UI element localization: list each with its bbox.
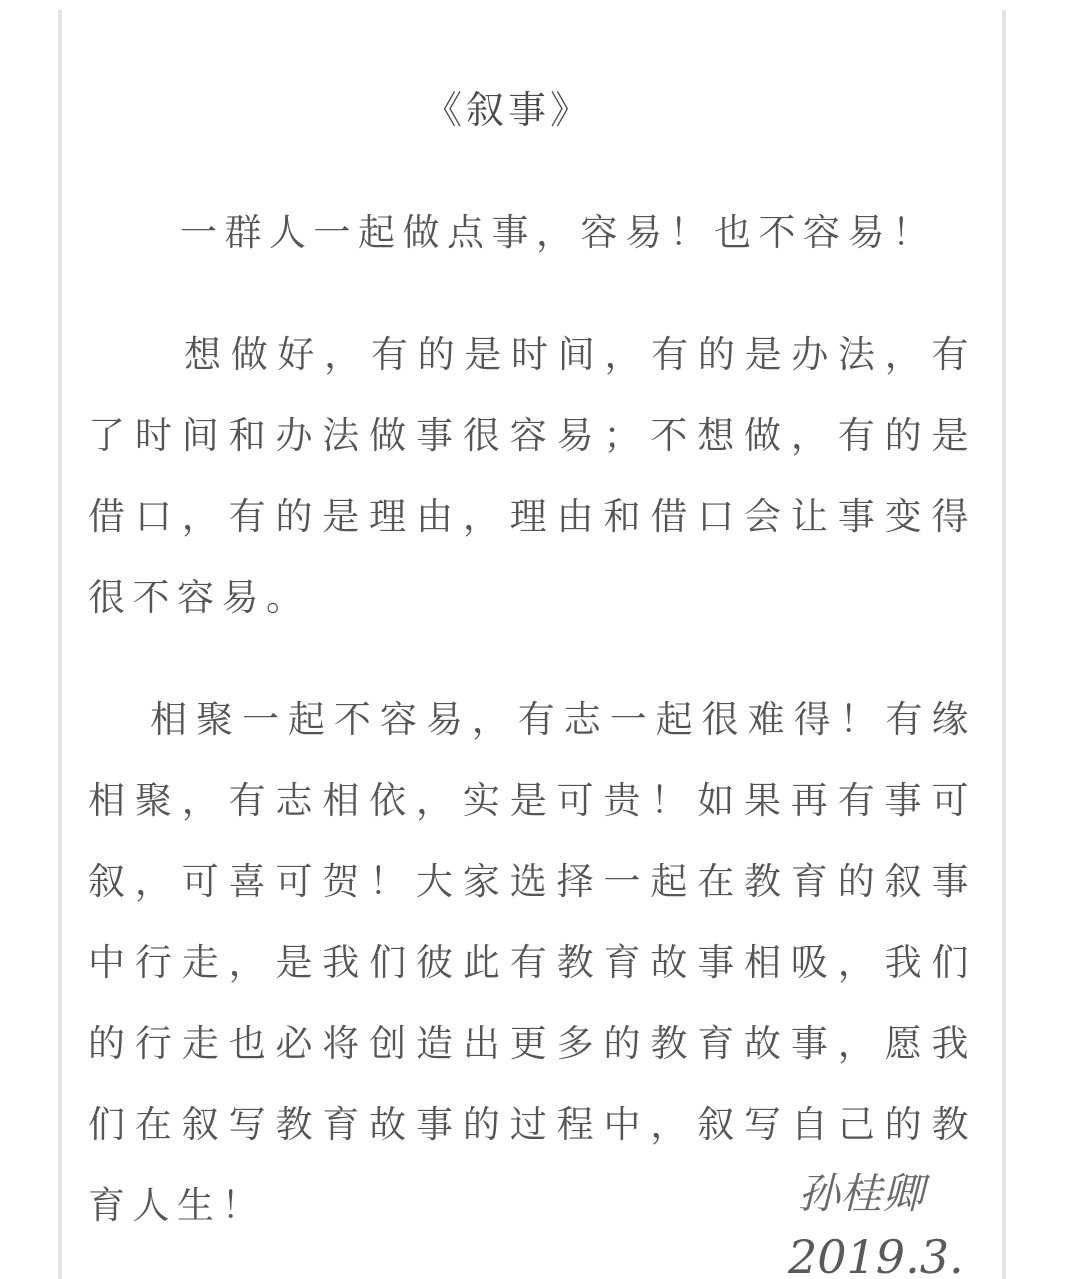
- paragraph-2: 相聚一起不容易，有志一起很难得！有缘相聚，有志相依，实是可贵！如果再有事可叙，可喜可贺！大家选择一起在教育的叙事中行走，是我们彼此有教育故事相吸，我们的行走也必将创造出更多的教育故事，愿我们在叙写教育故事的过程中，叙写自己的教育人生！: [88, 698, 976, 1227]
- article-lead: 一群人一起做点事，容易！也不容易！: [180, 211, 937, 254]
- author-signature: 孙桂卿: [798, 1169, 925, 1218]
- signature-date: 2019.3.: [788, 1230, 964, 1279]
- article-title: 《叙事》: [424, 88, 593, 132]
- paragraph-1: 想做好，有的是时间，有的是办法，有了时间和办法做事很容易；不想做，有的是借口，有的是理由，理由和借口会让事变得很不容易。: [88, 333, 976, 619]
